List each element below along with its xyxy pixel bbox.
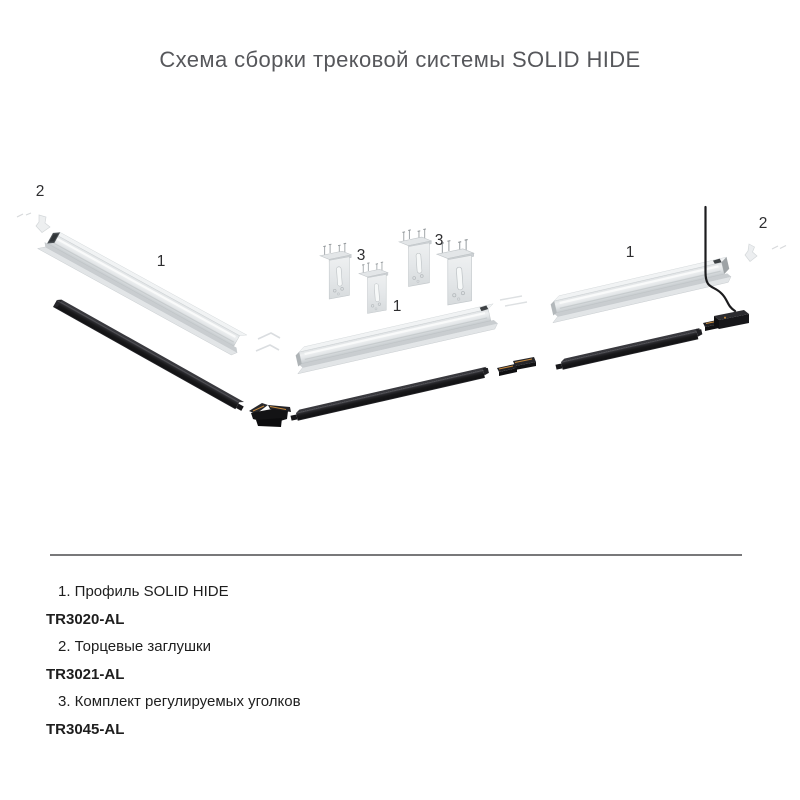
legend-item-label: 3. Комплект регулируемых уголков [58,693,301,710]
callout-profile-right: 1 [625,244,635,261]
alignment-marks-left [17,213,31,217]
corner-connector [249,403,291,427]
mounting-bracket-3 [399,229,431,287]
legend-item-code: TR3020-AL [46,610,125,628]
power-feed-connector [703,310,749,331]
legend [46,578,746,743]
black-track-right [555,328,704,371]
mounting-bracket-4 [437,240,474,305]
legend-item-code: TR3021-AL [46,665,125,683]
callout-profile-center: 1 [392,298,402,315]
legend-item [46,578,746,633]
legend-item [46,688,746,743]
legend-item-label: 1. Профиль SOLID HIDE [58,583,229,600]
aluminum-profile-left [38,227,247,357]
corner-joint-marks [256,333,280,351]
legend-item [46,633,746,688]
black-track-left [53,298,246,412]
black-track-center [290,366,490,422]
callout-profile-left: 1 [156,253,166,270]
mounting-bracket-2 [359,262,388,314]
legend-divider [50,554,742,556]
alignment-marks-right [772,246,786,250]
straight-connector [497,357,536,376]
legend-item-label: 2. Торцевые заглушки [58,638,211,655]
callout-endcap-left: 2 [35,183,45,200]
callout-brackets-a: 3 [356,247,366,264]
end-cap-left [17,213,50,233]
straight-joint-marks [500,296,527,306]
page-title: Схема сборки трековой системы SOLID HIDE [159,47,641,72]
mounting-bracket-1 [320,243,351,299]
callout-endcap-right: 2 [758,215,768,232]
legend-item-code: TR3045-AL [46,720,125,738]
callout-brackets-b: 3 [434,232,444,249]
end-cap-right [745,244,786,262]
